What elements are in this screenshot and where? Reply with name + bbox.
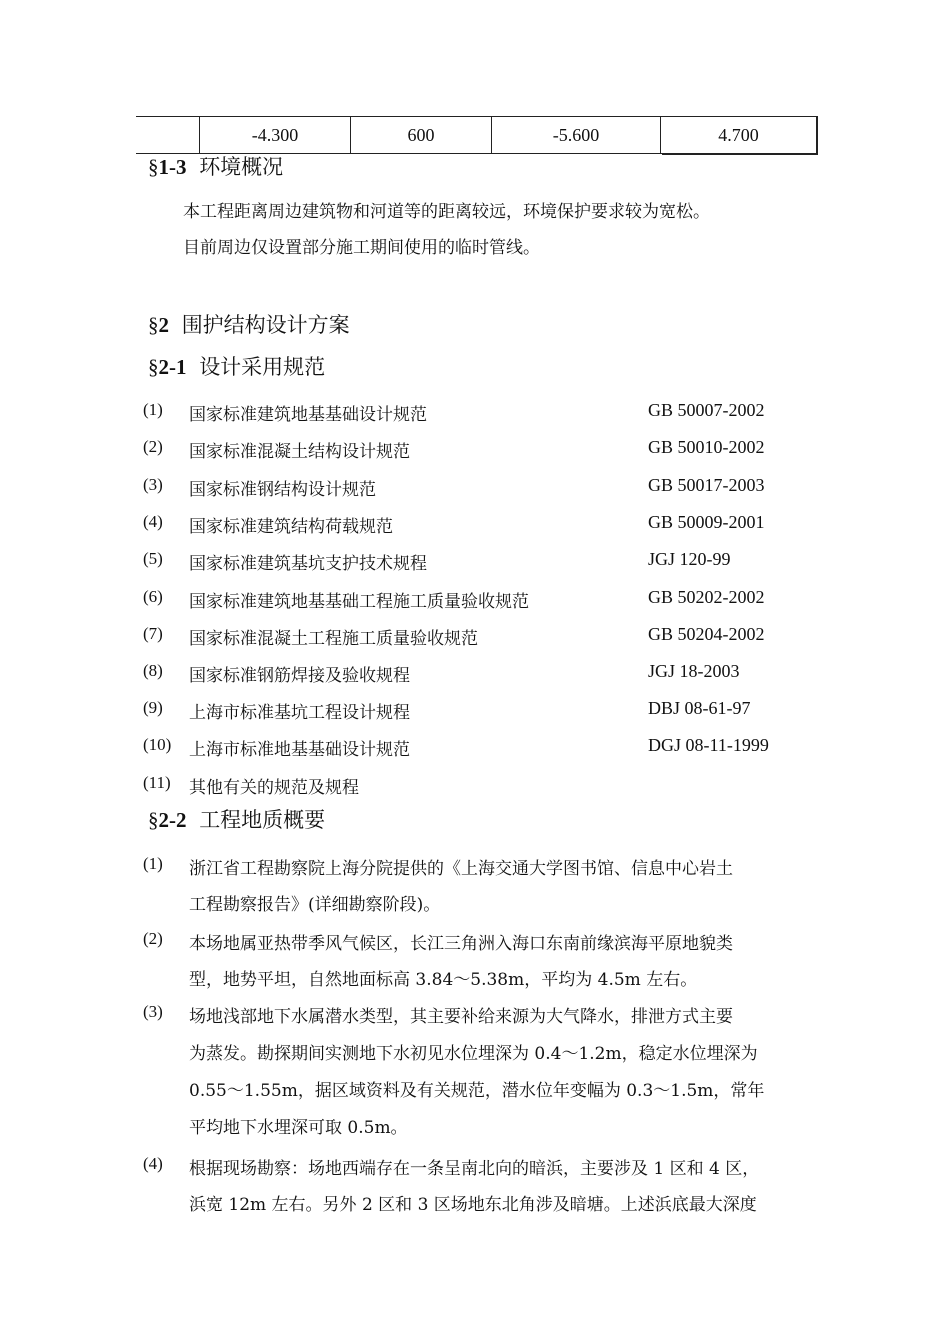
standard-name: 国家标准建筑地基基础工程施工质量验收规范 [189,592,529,612]
standard-name: 国家标准建筑地基基础设计规范 [189,405,427,425]
list-item [143,475,823,505]
section-number: 2 [158,313,169,337]
section-symbol: § [148,313,159,337]
list-item [143,587,823,617]
list-index: (1) [143,854,163,873]
list-index: (7) [143,624,163,643]
list-index: (2) [143,437,163,456]
standard-code: DGJ 08-11-1999 [648,735,769,755]
section-heading-1-3 [148,151,283,181]
table-divider [662,154,818,155]
paragraph-line: 浙江省工程勘察院上海分院提供的《上海交通大学图书馆、信息中心岩土 [189,859,733,879]
list-item [143,698,823,728]
list-index: (10) [143,735,172,754]
list-item [143,400,823,430]
paragraph-line: 平均地下水埋深可取 0.5m。 [189,1118,408,1138]
list-index: (11) [143,773,171,792]
standard-code: DBJ 08-61-97 [648,698,751,718]
standard-code: GB 50007-2002 [648,400,765,420]
standard-name: 国家标准钢筋焊接及验收规程 [189,666,410,686]
table-cell: 600 [351,117,492,154]
list-index: (3) [143,475,163,494]
table-cell: 4.700 [661,117,818,154]
list-item [143,437,823,467]
list-index: (1) [143,400,163,419]
paragraph-line: 根据现场勘察：场地西端存在一条呈南北向的暗浜，主要涉及 1 区和 4 区， [189,1159,760,1179]
list-index: (6) [143,587,163,606]
paragraph-line: 0.55～1.55m，据区域资料及有关规范，潜水位年变幅为 0.3～1.5m，常年 [189,1081,765,1101]
standard-code: GB 50010-2002 [648,437,765,457]
standard-name: 国家标准钢结构设计规范 [189,480,376,500]
list-item [143,624,823,654]
standard-code: JGJ 18-2003 [648,661,740,681]
list-index: (9) [143,698,163,717]
table-cell [136,117,200,154]
section-number: 1-3 [158,155,187,179]
table-row [136,117,817,154]
section-heading-2 [148,309,350,339]
standard-code: GB 50017-2003 [648,475,765,495]
section-heading-2-2 [148,804,325,834]
standard-code: JGJ 120-99 [648,549,731,569]
standard-code: GB 50009-2001 [648,512,765,532]
standard-name: 国家标准建筑基坑支护技术规程 [189,554,427,574]
section-heading-2-1 [148,351,325,381]
table-cell: -4.300 [200,117,351,154]
section-symbol: § [148,355,159,379]
list-index: (8) [143,661,163,680]
table-cell: -5.600 [492,117,661,154]
section-title: 环境概况 [199,155,284,179]
section-symbol: § [148,808,159,832]
standard-name: 国家标准建筑结构荷载规范 [189,517,393,537]
standard-name: 上海市标准基坑工程设计规程 [189,703,410,723]
paragraph-line: 为蒸发。勘探期间实测地下水初见水位埋深为 0.4～1.2m，稳定水位埋深为 [189,1044,758,1064]
list-index: (4) [143,512,163,531]
section-title: 围护结构设计方案 [181,313,350,337]
list-item [143,661,823,691]
standard-name: 国家标准混凝土结构设计规范 [189,442,410,462]
standard-name: 其他有关的规范及规程 [189,778,359,798]
paragraph-line: 本场地属亚热带季风气候区，长江三角洲入海口东南前缘滨海平原地貌类 [189,934,733,954]
section-title: 工程地质概要 [199,808,326,832]
standard-code: GB 50202-2002 [648,587,765,607]
list-item [143,512,823,542]
list-index: (2) [143,929,163,948]
paragraph-line: 本工程距离周边建筑物和河道等的距离较远，环境保护要求较为宽松。 [183,202,710,222]
section-symbol: § [148,155,159,179]
section-number: 2-1 [158,355,187,379]
section-title: 设计采用规范 [199,355,326,379]
paragraph-line: 工程勘察报告》(详细勘察阶段)。 [189,895,441,915]
list-item [143,549,823,579]
paragraph-line: 目前周边仅设置部分施工期间使用的临时管线。 [183,238,540,258]
list-index: (3) [143,1002,163,1021]
standard-name: 上海市标准地基基础设计规范 [189,740,410,760]
list-item [143,773,823,803]
paragraph-line: 型，地势平坦，自然地面标高 3.84～5.38m，平均为 4.5m 左右。 [189,970,698,990]
standard-name: 国家标准混凝土工程施工质量验收规范 [189,629,478,649]
elevation-table [136,116,818,154]
paragraph-line: 浜宽 12m 左右。另外 2 区和 3 区场地东北角涉及暗塘。上述浜底最大深度 [189,1195,757,1215]
list-index: (5) [143,549,163,568]
list-item [143,735,823,765]
standard-code: GB 50204-2002 [648,624,765,644]
list-index: (4) [143,1154,163,1173]
paragraph-line: 场地浅部地下水属潜水类型，其主要补给来源为大气降水，排泄方式主要 [189,1007,733,1027]
section-number: 2-2 [158,808,187,832]
